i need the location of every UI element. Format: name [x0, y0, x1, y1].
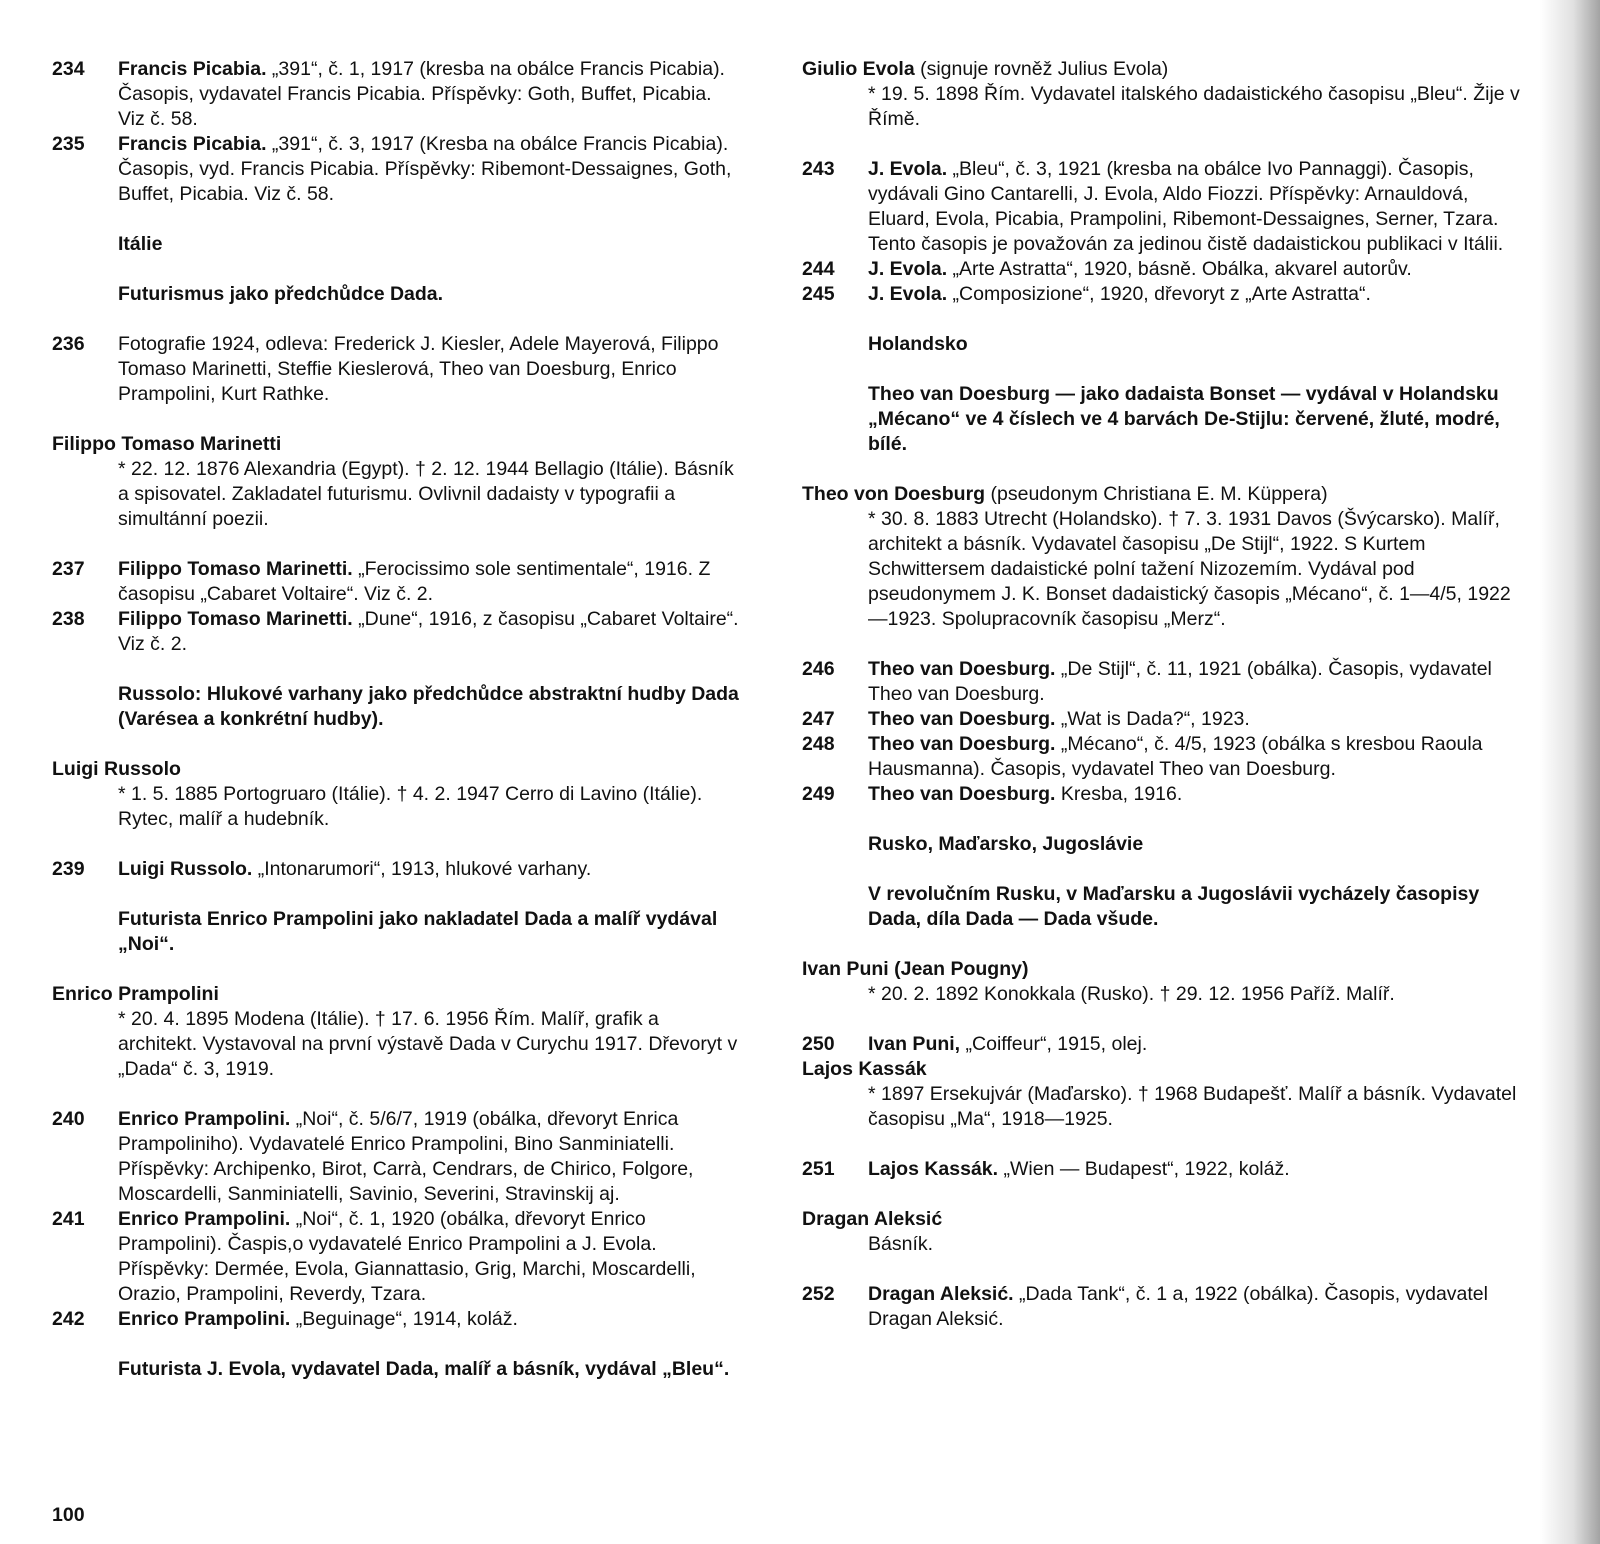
entry-description: „391“, č. 3, 1917 (Kresba na obálce Francis Picabia). Časopis, vyd. Francis Picabia. Příspěvky: Ribemont-Dessaignes, Goth, Buffet, Picabia. Viz č. 58. — [118, 133, 732, 205]
catalog-entry-241 — [52, 1207, 742, 1307]
entry-artist: Theo van Doesburg. — [868, 783, 1056, 805]
entry-artist: Francis Picabia. — [118, 133, 267, 155]
entry-description: „Mécano“, č. 4/5, 1923 (obálka s kresbou Raoula Hausmanna). Časopis, vydavatel Theo van Doesburg. — [868, 733, 1483, 780]
catalog-entry-250 — [802, 1032, 1522, 1057]
entry-number: 249 — [802, 783, 835, 805]
person-name-russolo: Luigi Russolo — [52, 758, 181, 780]
person-bio-evola: * 19. 5. 1898 Řím. Vydavatel italského dadaistického časopisu „Bleu“. Žije v Římě. — [868, 83, 1520, 130]
entry-description: Kresba, 1916. — [1055, 783, 1183, 805]
person-name-kassak: Lajos Kassák — [802, 1058, 927, 1080]
page-gutter-shadow — [1540, 0, 1600, 1544]
entry-description: „Arte Astratta“, 1920, básně. Obálka, akvarel autorův. — [947, 258, 1412, 280]
section-subheading-doesburg: Theo van Doesburg — jako dadaista Bonset — vydával v Holandsku „Mécano“ ve 4 číslech ve 4 barvách De-Stijlu: červené, žluté, modré, bílé. — [868, 383, 1500, 455]
catalog-entry-246 — [802, 657, 1522, 707]
catalog-entry-238 — [52, 607, 742, 657]
entry-artist: J. Evola. — [868, 158, 948, 180]
entry-description: „Wat is Dada?“, 1923. — [1055, 708, 1250, 730]
entry-artist: Lajos Kassák. — [868, 1158, 999, 1180]
section-heading-holandsko: Holandsko — [868, 333, 968, 355]
entry-artist: Filippo Tomaso Marinetti. — [118, 608, 353, 630]
entry-description: „Wien — Budapest“, 1922, koláž. — [998, 1158, 1290, 1180]
person-name-prampolini: Enrico Prampolini — [52, 983, 219, 1005]
catalog-entry-244 — [802, 257, 1522, 282]
section-subheading-revoluce: V revolučním Rusku, v Maďarsku a Jugoslávii vycházely časopisy Dada, díla Dada — Dada všude. — [868, 883, 1480, 930]
person-name-marinetti: Filippo Tomaso Marinetti — [52, 433, 282, 455]
entry-description: „Noi“, č. 1, 1920 (obálka, dřevoryt Enrico Prampolini). Časpis,o vydavatelé Enrico Prampolini a J. Evola. Příspěvky: Dermée, Evola, Giannattasio, Grig, Marchi, Moscardelli, Orazio, Prampolini, Reverdy, Tzara. — [118, 1208, 696, 1305]
catalog-entry-245 — [802, 282, 1522, 307]
person-bio-doesburg: * 30. 8. 1883 Utrecht (Holandsko). † 7. 3. 1931 Davos (Švýcarsko). Malíř, architekt a básník. Vydavatel časopisu „De Stijl“, 1922. S Kurtem Schwittersem dadaistické polní tažení Nizozemím. Vydával pod pseudonymem J. K. Bonset dadaistický časopis „Mécano“, č. 1—4/5, 1922—1923. Spolupracovník časopisu „Merz“. — [868, 508, 1511, 630]
catalog-entry-251 — [802, 1157, 1522, 1182]
entry-number: 241 — [52, 1208, 85, 1230]
entry-number: 250 — [802, 1033, 835, 1055]
entry-artist: Enrico Prampolini. — [118, 1308, 291, 1330]
entry-number: 239 — [52, 858, 85, 880]
catalog-entry-237 — [52, 557, 742, 607]
entry-description: „Composizione“, 1920, dřevoryt z „Arte Astratta“. — [947, 283, 1371, 305]
entry-description: „Dada Tank“, č. 1 a, 1922 (obálka). Časopis, vydavatel Dragan Aleksić. — [868, 1283, 1488, 1330]
catalog-entry-243 — [802, 157, 1522, 257]
section-subheading-prampolini: Futurista Enrico Prampolini jako nakladatel Dada a malíř vydával „Noi“. — [118, 908, 718, 955]
entry-number: 244 — [802, 258, 835, 280]
entry-artist: Theo van Doesburg. — [868, 733, 1056, 755]
person-name-puni: Ivan Puni (Jean Pougny) — [802, 958, 1029, 980]
person-name-evola: Giulio Evola (signuje rovněž Julius Evola) — [802, 58, 1169, 80]
entry-artist: Dragan Aleksić. — [868, 1283, 1014, 1305]
entry-artist: J. Evola. — [868, 258, 948, 280]
entry-artist: Theo van Doesburg. — [868, 658, 1056, 680]
entry-artist: Enrico Prampolini. — [118, 1208, 291, 1230]
person-bio-puni: * 20. 2. 1892 Konokkala (Rusko). † 29. 12. 1956 Paříž. Malíř. — [868, 983, 1395, 1005]
entry-description: „Ferocissimo sole sentimentale“, 1916. Z časopisu „Cabaret Voltaire“. Viz č. 2. — [118, 558, 711, 605]
entry-number: 251 — [802, 1158, 835, 1180]
entry-description: „391“, č. 1, 1917 (kresba na obálce Francis Picabia). Časopis, vydavatel Francis Picabia. Příspěvky: Goth, Buffet, Picabia. Viz č. 58. — [118, 58, 725, 130]
person-name-doesburg: Theo von Doesburg (pseudonym Christiana E. M. Küppera) — [802, 483, 1328, 505]
section-subheading-russolo: Russolo: Hlukové varhany jako předchůdce abstraktní hudby Dada (Varésea a konkrétní hudby). — [118, 683, 739, 730]
catalog-entry-240 — [52, 1107, 742, 1207]
entry-number: 242 — [52, 1308, 85, 1330]
section-heading-italie: Itálie — [118, 233, 163, 255]
catalog-entry-248 — [802, 732, 1522, 782]
entry-number: 252 — [802, 1283, 835, 1305]
entry-number: 248 — [802, 733, 835, 755]
entry-number: 234 — [52, 58, 85, 80]
person-bio-aleksic: Básník. — [868, 1233, 934, 1255]
entry-artist: Filippo Tomaso Marinetti. — [118, 558, 353, 580]
entry-description: „Intonarumori“, 1913, hlukové varhany. — [252, 858, 592, 880]
entry-number: 243 — [802, 158, 835, 180]
entry-number: 246 — [802, 658, 835, 680]
catalog-entry-235 — [52, 132, 742, 207]
catalog-entry-247 — [802, 707, 1522, 732]
section-heading-rusko: Rusko, Maďarsko, Jugoslávie — [868, 833, 1144, 855]
person-bio-marinetti: * 22. 12. 1876 Alexandria (Egypt). † 2. 12. 1944 Bellagio (Itálie). Básník a spisovatel. Zakladatel futurismu. Ovlivnil dadaisty v typografii a simultánní poezii. — [118, 458, 734, 530]
entry-number: 245 — [802, 283, 835, 305]
right-column — [802, 57, 1522, 1332]
entry-description: „Bleu“, č. 3, 1921 (kresba na obálce Ivo Pannaggi). Časopis, vydávali Gino Cantarelli, J. Evola, Aldo Fiozzi. Příspěvky: Arnauldová, Eluard, Evola, Picabia, Prampolini, Ribemont-Dessaignes, Serner, Tzara. Tento časopis je považován za jedinou čistě dadaistickou publikaci v Itálii. — [868, 158, 1504, 255]
person-name-aleksic: Dragan Aleksić — [802, 1208, 943, 1230]
entry-description: „Dune“, 1916, z časopisu „Cabaret Voltaire“. Viz č. 2. — [118, 608, 739, 655]
entry-artist: Francis Picabia. — [118, 58, 267, 80]
entry-number: 235 — [52, 133, 85, 155]
entry-description: „Noi“, č. 5/6/7, 1919 (obálka, dřevoryt Enrica Prampoliniho). Vydavatelé Enrico Prampolini, Bino Sanminiatelli. Příspěvky: Archipenko, Birot, Carrà, Cendrars, de Chirico, Folgore, Moscardelli, Sanminiatelli, Savinio, Severini, Stravinskij aj. — [118, 1108, 694, 1205]
entry-number: 237 — [52, 558, 85, 580]
entry-description: „Coiffeur“, 1915, olej. — [960, 1033, 1148, 1055]
catalog-entry-234 — [52, 57, 742, 132]
section-subheading-futurismus: Futurismus jako předchůdce Dada. — [118, 283, 444, 305]
entry-description: „De Stijl“, č. 11, 1921 (obálka). Časopis, vydavatel Theo van Doesburg. — [868, 658, 1492, 705]
person-bio-kassak: * 1897 Ersekujvár (Maďarsko). † 1968 Budapešť. Malíř a básník. Vydavatel časopisu „Ma“, 1918—1925. — [868, 1083, 1517, 1130]
catalog-entry-252 — [802, 1282, 1522, 1332]
entry-description: Fotografie 1924, odleva: Frederick J. Kiesler, Adele Mayerová, Filippo Tomaso Marinetti, Steffie Kieslerová, Theo van Doesburg, Enrico Prampolini, Kurt Rathke. — [118, 333, 719, 405]
entry-number: 238 — [52, 608, 85, 630]
entry-artist: Theo van Doesburg. — [868, 708, 1056, 730]
catalog-entry-239 — [52, 857, 742, 882]
catalog-entry-236 — [52, 332, 742, 407]
page-number: 100 — [52, 1504, 85, 1526]
entry-artist: Enrico Prampolini. — [118, 1108, 291, 1130]
catalog-entry-242 — [52, 1307, 742, 1332]
entry-artist: Ivan Puni, — [868, 1033, 961, 1055]
person-bio-prampolini: * 20. 4. 1895 Modena (Itálie). † 17. 6. 1956 Řím. Malíř, grafik a architekt. Vystavoval na první výstavě Dada v Curychu 1917. Dřevoryt v „Dada“ č. 3, 1919. — [118, 1008, 738, 1080]
entry-number: 247 — [802, 708, 835, 730]
person-bio-russolo: * 1. 5. 1885 Portogruaro (Itálie). † 4. 2. 1947 Cerro di Lavino (Itálie). Rytec, malíř a hudebník. — [118, 783, 703, 830]
catalog-entry-249 — [802, 782, 1522, 807]
entry-description: „Beguinage“, 1914, koláž. — [290, 1308, 518, 1330]
entry-artist: Luigi Russolo. — [118, 858, 253, 880]
entry-number: 236 — [52, 333, 85, 355]
section-subheading-evola: Futurista J. Evola, vydavatel Dada, malíř a básník, vydával „Bleu“. — [118, 1358, 730, 1380]
entry-number: 240 — [52, 1108, 85, 1130]
entry-artist: J. Evola. — [868, 283, 948, 305]
left-column — [52, 57, 742, 1382]
